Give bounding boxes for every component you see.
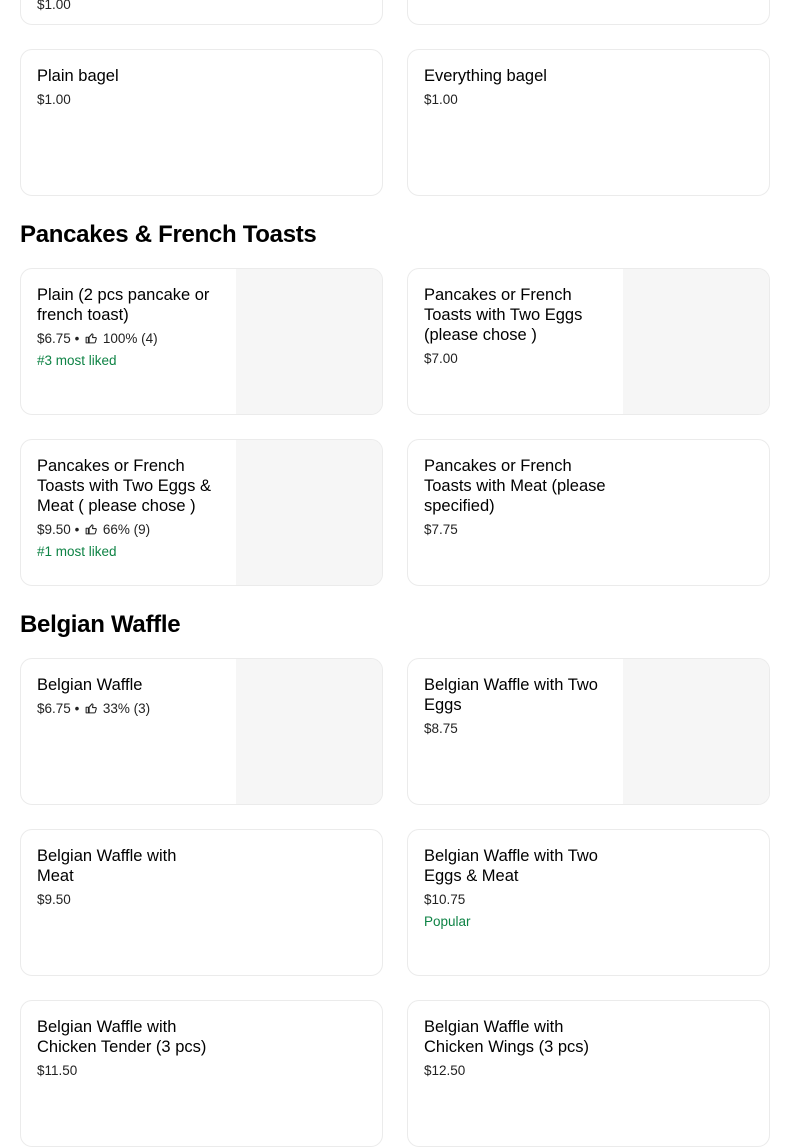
item-image <box>236 269 382 414</box>
item-name: Everything bagel <box>424 67 547 85</box>
menu-item-card[interactable] <box>20 268 383 415</box>
thumbs-up-icon <box>85 523 97 535</box>
item-price: $6.75 <box>37 331 71 346</box>
thumbs-up-icon <box>85 332 97 344</box>
menu-item-card[interactable] <box>20 439 383 586</box>
menu-item-card[interactable] <box>20 829 383 976</box>
item-name: Plain (2 pcs pancake or french toast) <box>37 286 210 324</box>
item-price: $7.75 <box>424 522 458 537</box>
item-price: $1.00 <box>37 0 71 12</box>
menu-item-card[interactable] <box>407 829 770 976</box>
menu-item-card[interactable] <box>407 1000 770 1147</box>
item-name: Belgian Waffle with Two Eggs & Meat <box>424 847 598 885</box>
section-heading-pancakes: Pancakes & French Toasts <box>20 221 317 248</box>
item-price: $8.75 <box>424 721 458 736</box>
item-price-rating <box>37 330 223 348</box>
item-image <box>236 659 382 804</box>
item-rating: 100% (4) <box>102 331 158 346</box>
menu-item-card[interactable] <box>20 49 383 196</box>
item-price: $6.75 <box>37 701 71 716</box>
item-price: $9.50 <box>37 522 71 537</box>
separator-dot: • <box>74 522 80 537</box>
most-liked-badge: #1 most liked <box>37 544 117 559</box>
menu-item-card-partial[interactable] <box>20 0 383 25</box>
menu-item-card[interactable] <box>407 268 770 415</box>
item-rating: 66% (9) <box>102 522 151 537</box>
menu-item-card[interactable] <box>407 658 770 805</box>
item-image <box>236 440 382 585</box>
item-name: Pancakes or French Toasts with Meat (please specified) <box>424 457 606 515</box>
item-price: $1.00 <box>424 92 458 107</box>
item-name: Belgian Waffle with Chicken Tender (3 pcs) <box>37 1018 207 1056</box>
item-price: $9.50 <box>37 892 71 907</box>
item-price: $7.00 <box>424 351 458 366</box>
item-image <box>623 659 769 804</box>
item-price: $10.75 <box>424 892 466 907</box>
menu-item-card[interactable] <box>20 1000 383 1147</box>
menu-item-card[interactable] <box>407 439 770 586</box>
item-image <box>623 269 769 414</box>
menu-item-card[interactable] <box>20 658 383 805</box>
most-liked-badge: #3 most liked <box>37 353 117 368</box>
thumbs-up-icon <box>85 702 97 714</box>
item-price-rating <box>37 700 223 718</box>
menu-item-card[interactable] <box>407 49 770 196</box>
item-price-rating <box>37 521 223 539</box>
separator-dot: • <box>74 331 80 346</box>
item-name: Pancakes or French Toasts with Two Eggs (please chose ) <box>424 286 583 344</box>
item-price: $1.00 <box>37 92 71 107</box>
section-heading-belgian-waffle: Belgian Waffle <box>20 611 181 638</box>
item-rating: 33% (3) <box>102 701 151 716</box>
item-name: Belgian Waffle with Two Eggs <box>424 676 598 714</box>
item-name: Belgian Waffle <box>37 676 143 694</box>
popular-badge: Popular <box>424 914 471 929</box>
item-name: Belgian Waffle with Chicken Wings (3 pcs) <box>424 1018 590 1056</box>
item-name: Pancakes or French Toasts with Two Eggs & Meat ( please chose ) <box>37 457 211 515</box>
item-price: $12.50 <box>424 1063 466 1078</box>
item-name: Belgian Waffle with Meat <box>37 847 177 885</box>
separator-dot: • <box>74 701 80 716</box>
item-name: Plain bagel <box>37 67 119 85</box>
item-price: $11.50 <box>37 1063 78 1078</box>
menu-item-card-partial[interactable] <box>407 0 770 25</box>
